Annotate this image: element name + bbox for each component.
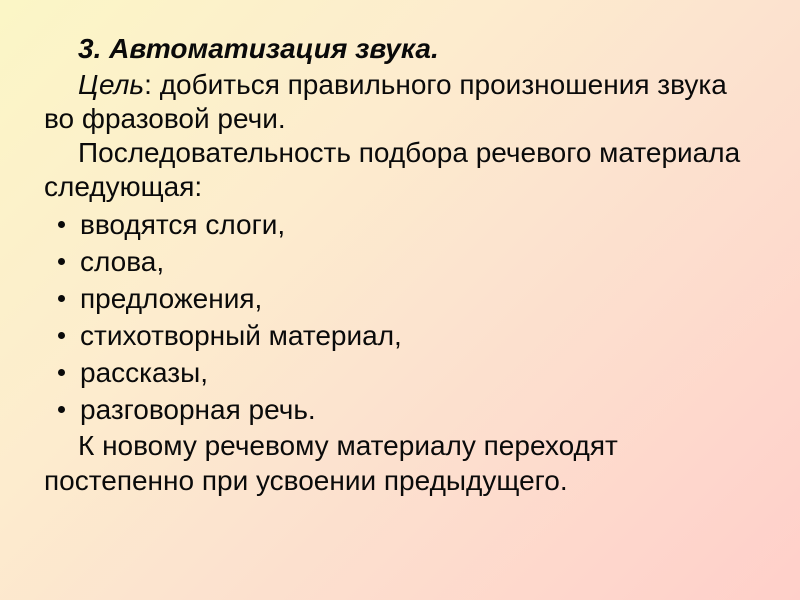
bullet-item [44,280,762,317]
bullet-item-label: вводятся слоги, [80,209,286,240]
bullet-dot-icon [58,369,65,376]
bullet-item [44,354,762,391]
bullet-item [44,317,762,354]
bullet-item-label: стихотворный материал, [80,320,402,351]
goal-text: : добиться правильного произношения звука во фразовой речи. [44,69,727,134]
conclusion-paragraph: К новому речевому материалу переходят постепенно при усвоении предыдущего. [44,430,618,496]
goal-paragraph [44,68,762,136]
bullet-dot-icon [58,295,65,302]
sequence-intro-paragraph: Последовательность подбора речевого материала следующая: [44,137,741,202]
bullet-item-label: рассказы, [80,357,209,388]
bullet-item [44,391,762,428]
bullet-dot-icon [58,406,65,413]
bullet-item [44,206,762,243]
slide-text-block [44,30,762,498]
bullet-dot-icon [58,221,65,228]
bullet-item-label: предложения, [80,283,263,314]
bullet-item [44,243,762,280]
bullet-item-label: слова, [80,246,165,277]
bullet-dot-icon [58,332,65,339]
goal-label: Цель [78,69,145,100]
bullet-dot-icon [58,258,65,265]
bullet-list [44,206,762,428]
slide-title: 3. Автоматизация звука. [78,33,439,64]
bullet-item-label: разговорная речь. [80,394,316,425]
